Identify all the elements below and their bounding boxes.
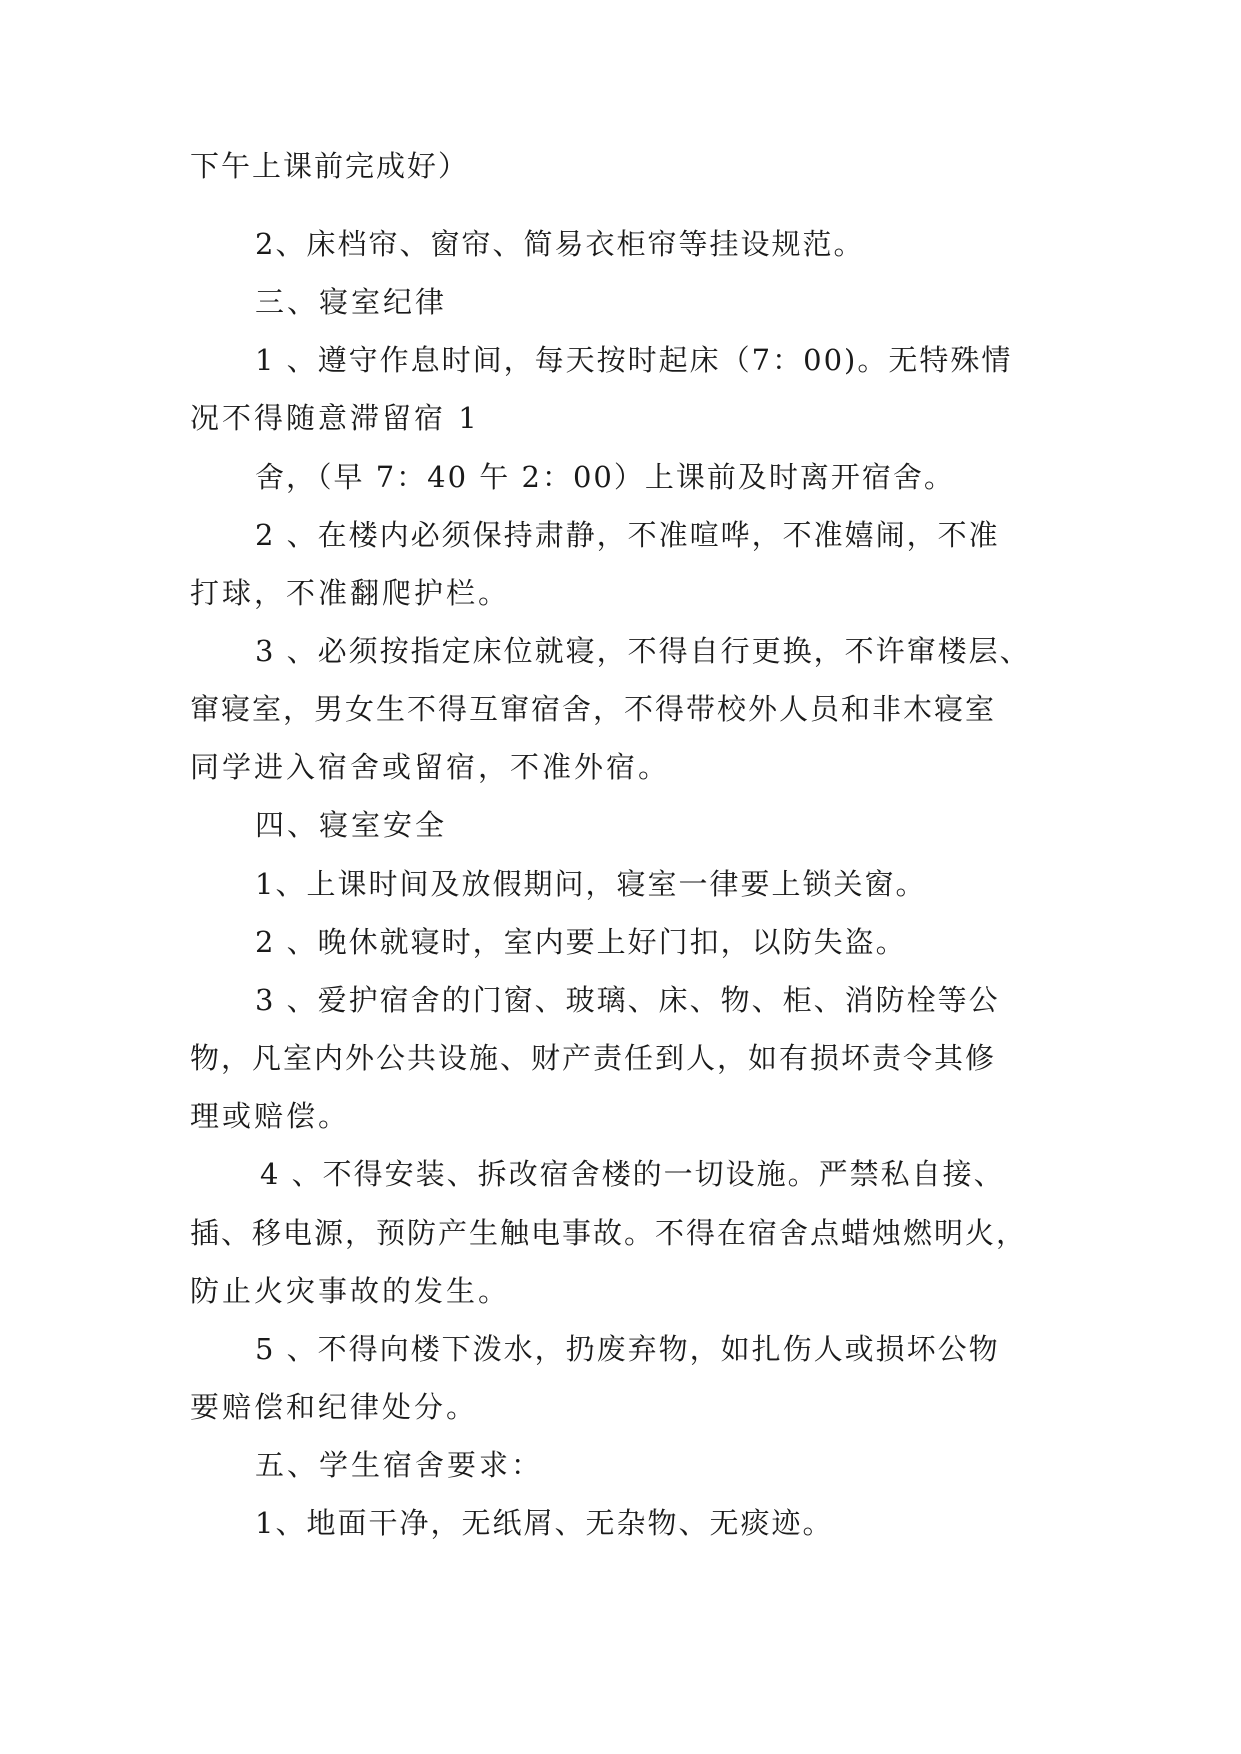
text-line: 理或赔偿。 xyxy=(190,1099,351,1133)
text-line: 防止火灾事故的发生。 xyxy=(190,1274,511,1308)
text-line: 插、移电源，预防产生触电事故。不得在宿舍点蜡烛燃明火， xyxy=(190,1216,1028,1250)
text-line: 1、地面干净，无纸屑、无杂物、无痰迹。 xyxy=(255,1506,834,1540)
text-line: 3 、爱护宿舍的门窗、玻璃、床、物、柜、消防栓等公 xyxy=(255,983,1000,1017)
text-line: 窜寝室，男女生不得互窜宿舍，不得带校外人员和非木寝室 xyxy=(190,692,997,726)
text-line: 同学进入宿舍或留宿，不准外宿。 xyxy=(190,750,671,784)
text-line: 况不得随意滞留宿 1 xyxy=(190,401,480,435)
text-line: 4 、不得安装、拆改宿舍楼的一切设施。严禁私自接、 xyxy=(260,1157,1005,1191)
text-line: 下午上课前完成好） xyxy=(190,149,470,183)
text-line: 3 、必须按指定床位就寝，不得自行更换，不许窜楼层、 xyxy=(255,634,1031,668)
section-heading: 四、寝室安全 xyxy=(255,808,448,842)
text-line: 1 、遵守作息时间，每天按时起床（7：00)。无特殊情 xyxy=(255,343,1013,377)
text-line: 打球，不准翻爬护栏。 xyxy=(190,576,511,610)
text-line: 2 、晚休就寝时，室内要上好门扣，以防失盗。 xyxy=(255,925,907,959)
text-line: 1、上课时间及放假期问，寝室一律要上锁关窗。 xyxy=(255,867,927,901)
text-line: 舍，（早 7：40 午 2：00）上课前及时离开宿舍。 xyxy=(255,460,955,494)
text-line: 2、床档帘、窗帘、简易衣柜帘等挂设规范。 xyxy=(255,227,865,261)
section-heading: 三、寝室纪律 xyxy=(255,285,448,319)
text-line: 5 、不得向楼下泼水，扔废弃物，如扎伤人或损坏公物 xyxy=(255,1332,1000,1366)
text-line: 要赔偿和纪律处分。 xyxy=(190,1390,479,1424)
text-line: 物，凡室内外公共设施、财产责任到人，如有损坏责令其修 xyxy=(190,1041,997,1075)
section-heading: 五、学生宿舍要求： xyxy=(255,1448,544,1482)
text-line: 2 、在楼内必须保持肃静，不准喧哗，不准嬉闹，不准 xyxy=(255,518,1000,552)
